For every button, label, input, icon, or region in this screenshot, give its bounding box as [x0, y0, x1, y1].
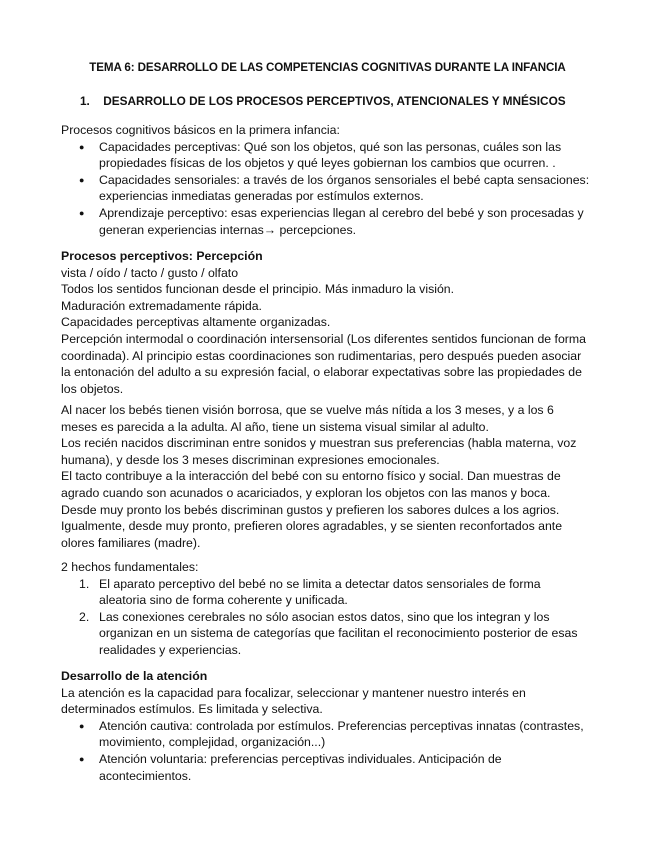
- list-item-text: El aparato perceptivo del bebé no se limita a detectar datos sensoriales de forma aleatoria sino de forma coherente y unificada.: [99, 576, 541, 608]
- perception-line: vista / oído / tacto / gusto / olfato: [61, 265, 239, 280]
- document-title: TEMA 6: DESARROLLO DE LAS COMPETENCIAS COGNITIVAS DURANTE LA INFANCIA: [89, 61, 566, 74]
- list-number: 2.: [79, 609, 90, 624]
- list-item: ● Capacidades perceptivas: Qué son los objetos, qué son las personas, cuáles son las propiedades físicas de los objetos y qué leyes gobiernan los cambios que ocurren. .: [61, 139, 591, 172]
- attention-bullet-list: [61, 718, 591, 784]
- facts-lead: 2 hechos fundamentales:: [61, 560, 199, 574]
- perception-line: Percepción intermodal o coordinación intersensorial (Los diferentes sentidos funcionan de forma coordinada). Al principio estas coordinaciones son rudimentarias, pero después pueden asociar la entonación del adulto a su expresión facial, o elaborar expectativas sobre las propiedades de los objetos.: [61, 331, 586, 396]
- senses-line: Desde muy pronto los bebés discriminan gustos y prefieren los sabores dulces a los agrios.: [61, 502, 560, 517]
- list-item: ● Aprendizaje perceptivo: esas experiencias llegan al cerebro del bebé y son procesadas y generan experiencias internas→ percepciones.: [61, 205, 591, 238]
- intro-block: [61, 122, 591, 238]
- perception-block: [61, 248, 591, 397]
- attention-line: La atención es la capacidad para focalizar, seleccionar y mantener nuestro interés en determinados estímulos. Es limitada y selectiva.: [61, 685, 526, 717]
- intro-bullet-list: [61, 139, 591, 239]
- section-heading: [80, 93, 566, 110]
- senses-line: Al nacer los bebés tienen visión borrosa, que se vuelve más nítida a los 3 meses, y a los 6 meses es parecida a la adulta. Al año, tiene un sistema visual similar al adulto.: [61, 403, 554, 434]
- intro-lead: Procesos cognitivos básicos en la primera infancia:: [61, 123, 340, 137]
- facts-block: [61, 559, 591, 659]
- list-item-text: Las conexiones cerebrales no sólo asocian estos datos, sino que los integran y los organizan en un sistema de categorías que facilitan el reconocimiento posterior de esas realidades y experiencias.: [99, 609, 578, 657]
- list-item: ● Atención voluntaria: preferencias perceptivas individuales. Anticipación de acontecimientos.: [61, 751, 591, 784]
- perception-heading: Procesos perceptivos: Percepción: [61, 249, 263, 263]
- senses-line: Los recién nacidos discriminan entre sonidos y muestran sus preferencias (habla materna, voz humana), y desde los 3 meses discriminan expresiones emocionales.: [61, 436, 577, 467]
- senses-line: El tacto contribuye a la interacción del bebé con su entorno físico y social. Dan muestras de agrado cuando son acunados o acariciados, y exploran los objetos con las manos y boca.: [61, 469, 561, 500]
- list-item: ● Capacidades sensoriales: a través de los órganos sensoriales el bebé capta sensaciones: experiencias inmediatas generadas por estímulos externos.: [61, 172, 591, 205]
- list-number: 1.: [79, 576, 90, 591]
- attention-block: [61, 668, 591, 784]
- section-heading-text: DESARROLLO DE LOS PROCESOS PERCEPTIVOS, ATENCIONALES Y MNÉSICOS: [103, 94, 566, 108]
- perception-line: Todos los sentidos funcionan desde el principio. Más inmaduro la visión.: [61, 282, 455, 297]
- section-number: 1.: [80, 94, 90, 108]
- facts-numbered-list: [61, 576, 591, 659]
- list-item: [61, 576, 591, 609]
- attention-heading: Desarrollo de la atención: [61, 669, 208, 683]
- senses-paragraph: [61, 402, 591, 551]
- list-item: ● Atención cautiva: controlada por estímulos. Preferencias perceptivas innatas (contrastes, movimiento, complejidad, organización...): [61, 718, 591, 751]
- perception-line: Maduración extremadamente rápida.: [61, 298, 262, 313]
- perception-line: Capacidades perceptivas altamente organizadas.: [61, 315, 331, 330]
- senses-line: Igualmente, desde muy pronto, prefieren olores agradables, y se sienten reconfortados ante olores familiares (madre).: [61, 519, 563, 550]
- list-item: [61, 609, 591, 659]
